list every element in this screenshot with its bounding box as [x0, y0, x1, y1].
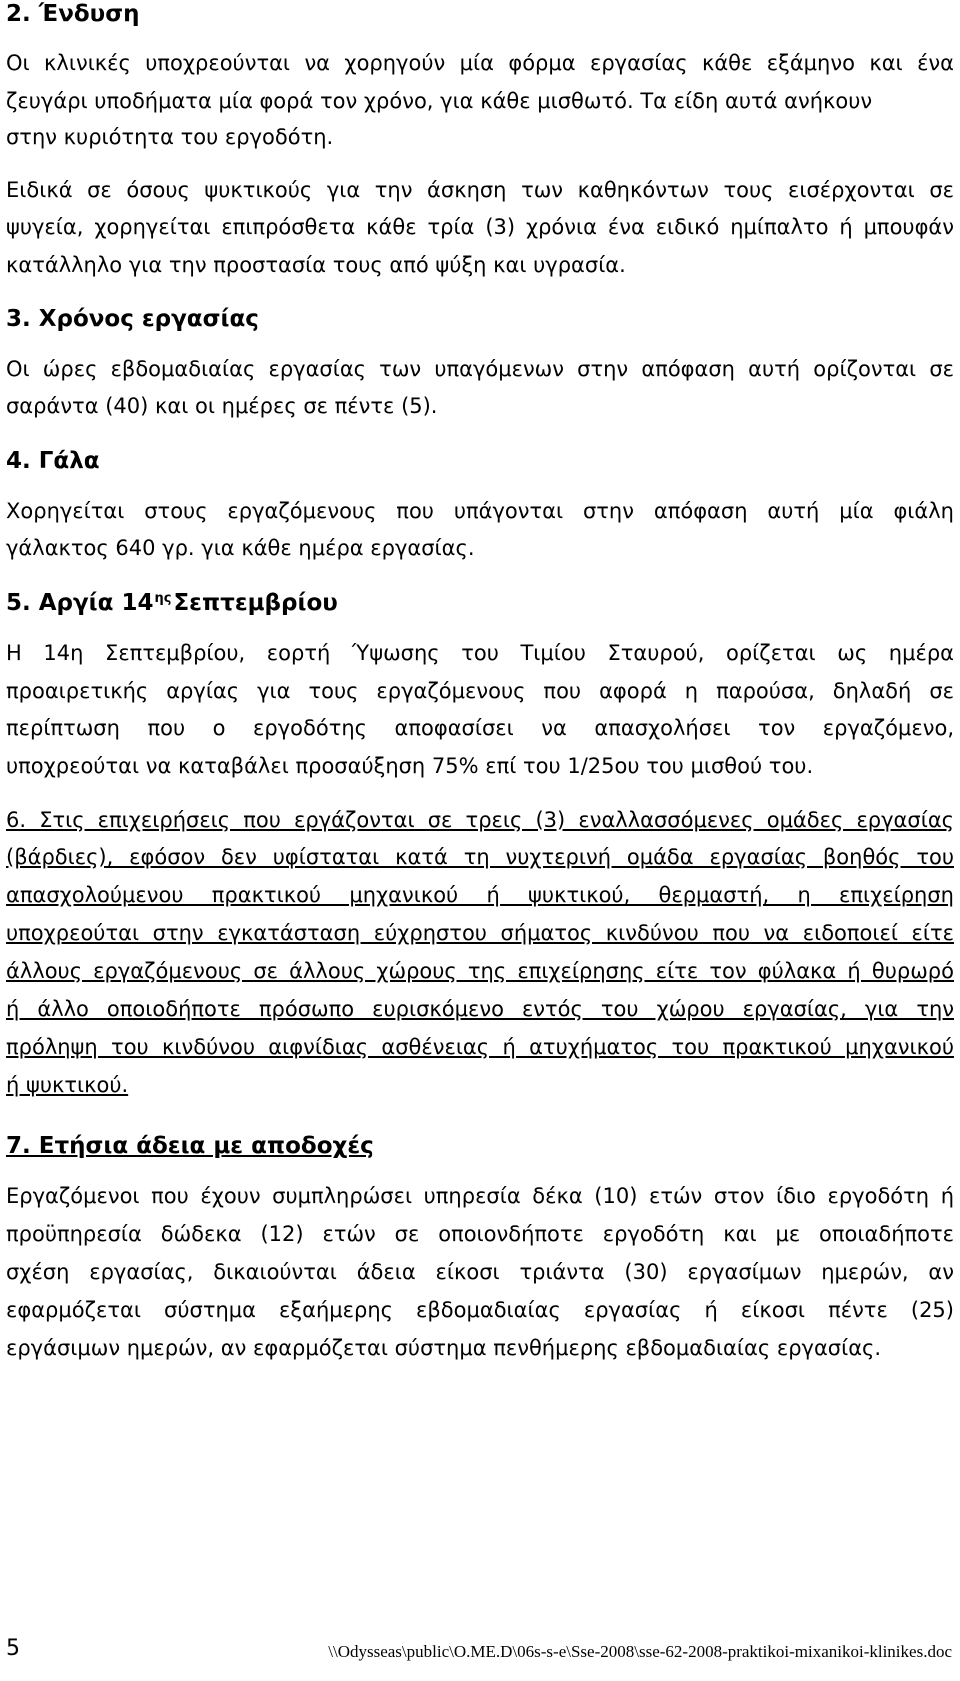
heading-text: Σεπτεμβρίου — [173, 590, 338, 616]
paragraph-line: Εργαζόμενοι που έχουν συμπληρώσει υπηρεσία δέκα (10) ετών στον ίδιο εργοδότη ή — [6, 1184, 954, 1208]
paragraph-line: 6. Στις επιχειρήσεις που εργάζονται σε τρεις (3) εναλλασσόμενες ομάδες εργασίας — [6, 808, 954, 832]
paragraph-line: σαράντα (40) και οι ημέρες σε πέντε (5). — [6, 394, 438, 418]
paragraph-line: ή άλλο οποιοδήποτε πρόσωπο ευρισκόμενο εντός του χώρου εργασίας, για την — [6, 997, 954, 1021]
paragraph-line: στην κυριότητα του εργοδότη. — [6, 125, 334, 149]
section-heading-working-time: 3. Χρόνος εργασίας — [6, 306, 259, 332]
paragraph-line: Η 14η Σεπτεμβρίου, εορτή Ύψωσης του Τιμίου Σταυρού, ορίζεται ως ημέρα — [6, 641, 954, 665]
paragraph-line: προαιρετικής αργίας για τους εργαζόμενους που αφορά η παρούσα, δηλαδή σε — [6, 679, 954, 703]
paragraph-line: εφαρμόζεται σύστημα εξαήμερης εβδομαδιαίας εργασίας ή είκοσι πέντε (25) — [6, 1298, 954, 1322]
paragraph-line: Χορηγείται στους εργαζόμενους που υπάγονται στην απόφαση αυτή μία φιάλη — [6, 499, 954, 523]
paragraph-line: εργάσιμων ημερών, αν εφαρμόζεται σύστημα πενθήμερης εβδομαδιαίας εργασίας. — [6, 1336, 882, 1360]
heading-text: 5. Αργία 14 — [6, 590, 154, 616]
paragraph-line: απασχολούμενου πρακτικού μηχανικού ή ψυκτικού, θερμαστή, η επιχείρηση — [6, 883, 954, 907]
paragraph-line: ή ψυκτικού. — [6, 1073, 129, 1097]
section-heading-annual-leave: 7. Ετήσια άδεια με αποδοχές — [6, 1133, 374, 1159]
paragraph-line: Ειδικά σε όσους ψυκτικούς για την άσκηση των καθηκόντων τους εισέρχονται σε — [6, 178, 954, 202]
paragraph-line: υποχρεούται να καταβάλει προσαύξηση 75% επί του 1/25ου του μισθού του. — [6, 754, 814, 778]
section-heading-holiday — [6, 589, 338, 617]
paragraph-line: άλλους εργαζόμενους σε άλλους χώρους της επιχείρησης είτε τον φύλακα ή θυρωρό — [6, 959, 954, 983]
paragraph-line: ψυγεία, χορηγείται επιπρόσθετα κάθε τρία (3) χρόνια ένα ειδικό ημίπαλτο ή μπουφάν — [6, 215, 954, 239]
paragraph-line: κατάλληλο για την προστασία τους από ψύξη και υγρασία. — [6, 253, 626, 277]
ordinal-suffix: ης — [154, 591, 172, 606]
paragraph-line: γάλακτος 640 γρ. για κάθε ημέρα εργασίας. — [6, 536, 475, 560]
paragraph-line: Οι κλινικές υποχρεούνται να χορηγούν μία φόρμα εργασίας κάθε εξάμηνο και ένα — [6, 51, 954, 75]
section-heading-clothing: 2. Ένδυση — [6, 1, 140, 27]
paragraph-line: υποχρεούται στην εγκατάσταση εύχρηστου σήματος κινδύνου που να ειδοποιεί είτε — [6, 921, 954, 945]
paragraph-line: περίπτωση που ο εργοδότης αποφασίσει να απασχολήσει τον εργαζόμενο, — [6, 716, 954, 740]
paragraph-line: πρόληψη του κινδύνου αιφνίδιας ασθένειας ή ατυχήματος του πρακτικού μηχανικού — [6, 1035, 954, 1059]
section-heading-milk: 4. Γάλα — [6, 448, 100, 474]
page-number: 5 — [6, 1636, 20, 1661]
paragraph-line: προϋπηρεσία δώδεκα (12) ετών σε οποιονδήποτε εργοδότη και με οποιαδήποτε — [6, 1222, 954, 1246]
paragraph-line: ζευγάρι υποδήματα μία φορά τον χρόνο, για κάθε μισθωτό. Τα είδη αυτά ανήκουν — [6, 89, 873, 113]
paragraph-line: (βάρδιες), εφόσον δεν υφίσταται κατά τη νυχτερινή ομάδα εργασίας βοηθός του — [6, 845, 954, 869]
footer-file-path: \\Odysseas\public\O.ME.D\06s-s-e\Sse-2008\sse-62-2008-praktikoi-mixanikoi-klinikes.doc — [328, 1642, 952, 1661]
paragraph-line: σχέση εργασίας, δικαιούνται άδεια είκοσι τριάντα (30) εργασίμων ημερών, αν — [6, 1260, 954, 1284]
paragraph-line: Οι ώρες εβδομαδιαίας εργασίας των υπαγόμενων στην απόφαση αυτή ορίζονται σε — [6, 357, 954, 381]
